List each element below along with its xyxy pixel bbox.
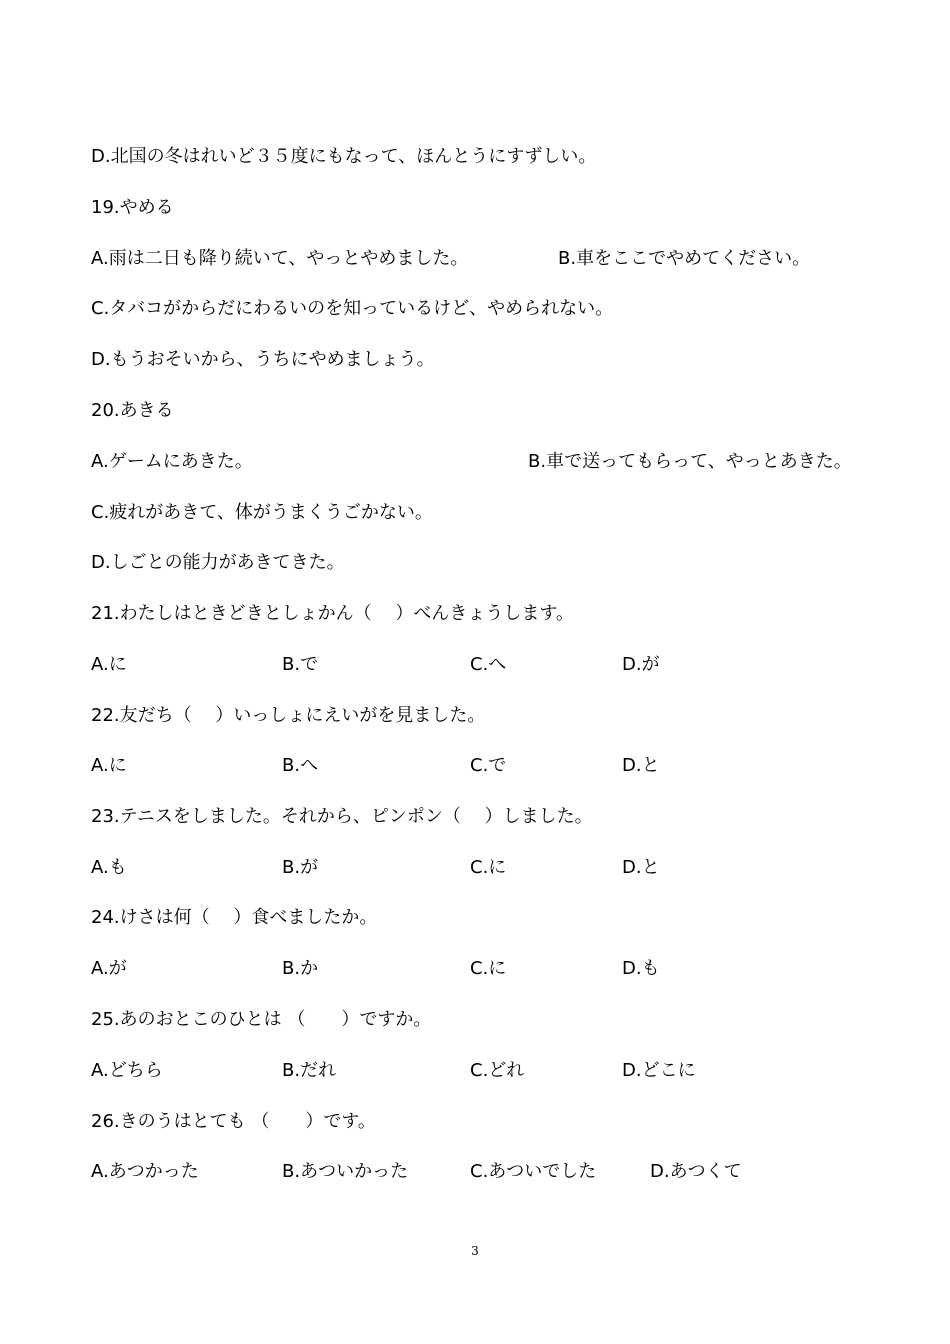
q19-option-c: C.タバコがからだにわるいのを知っているけど、やめられない。	[91, 298, 614, 319]
q18-option-d: D.北国の冬はれいど３５度にもなって、ほんとうにすずしい。	[91, 146, 597, 167]
q24-option-a: A.が	[91, 958, 127, 979]
q23-option-c: C.に	[470, 857, 507, 878]
q24-option-b: B.か	[282, 958, 319, 979]
q21-option-a: A.に	[91, 654, 127, 675]
q25-option-b: B.だれ	[282, 1060, 337, 1081]
q22-question: 22.友だち（ ）いっしょにえいがを見ました。	[91, 705, 486, 726]
q25-option-d: D.どこに	[622, 1060, 696, 1081]
q24-question: 24.けさは何（ ）食べましたか。	[91, 907, 378, 928]
q22-option-d: D.と	[622, 755, 660, 776]
q21-option-d: D.が	[622, 654, 660, 675]
q22-option-b: B.へ	[282, 755, 319, 776]
q20-question: 20.あきる	[91, 400, 174, 421]
q25-option-a: A.どちら	[91, 1060, 163, 1081]
q26-question: 26.きのうはとても （ ）です。	[91, 1111, 376, 1132]
q21-option-b: B.で	[282, 654, 319, 675]
q20-option-d: D.しごとの能力があきてきた。	[91, 552, 345, 573]
q23-option-a: A.も	[91, 857, 127, 878]
q21-option-c: C.へ	[470, 654, 507, 675]
page-number: 3	[471, 1244, 479, 1258]
q19-question: 19.やめる	[91, 197, 174, 218]
q26-option-b: B.あついかった	[282, 1161, 409, 1182]
q20-option-c: C.疲れがあきて、体がうまくうごかない。	[91, 502, 433, 523]
q19-option-b: B.車をここでやめてください。	[558, 248, 811, 269]
q19-option-d: D.もうおそいから、うちにやめましょう。	[91, 349, 435, 370]
q26-option-c: C.あついでした	[470, 1161, 597, 1182]
q23-question: 23.テニスをしました。それから、ピンポン（ ）しました。	[91, 806, 593, 827]
q22-option-a: A.に	[91, 755, 127, 776]
q20-option-b: B.車で送ってもらって、やっとあきた。	[528, 451, 852, 472]
q21-question: 21.わたしはときどきとしょかん（ ）べんきょうします。	[91, 603, 574, 624]
q26-option-a: A.あつかった	[91, 1161, 199, 1182]
q24-option-d: D.も	[622, 958, 660, 979]
q20-option-a: A.ゲームにあきた。	[91, 451, 253, 472]
q19-option-a: A.雨は二日も降り続いて、やっとやめました。	[91, 248, 469, 269]
q22-option-c: C.で	[470, 755, 507, 776]
q25-option-c: C.どれ	[470, 1060, 525, 1081]
q25-question: 25.あのおとこのひとは （ ）ですか。	[91, 1009, 432, 1030]
q23-option-b: B.が	[282, 857, 319, 878]
q26-option-d: D.あつくて	[650, 1161, 742, 1182]
q24-option-c: C.に	[470, 958, 507, 979]
q23-option-d: D.と	[622, 857, 660, 878]
